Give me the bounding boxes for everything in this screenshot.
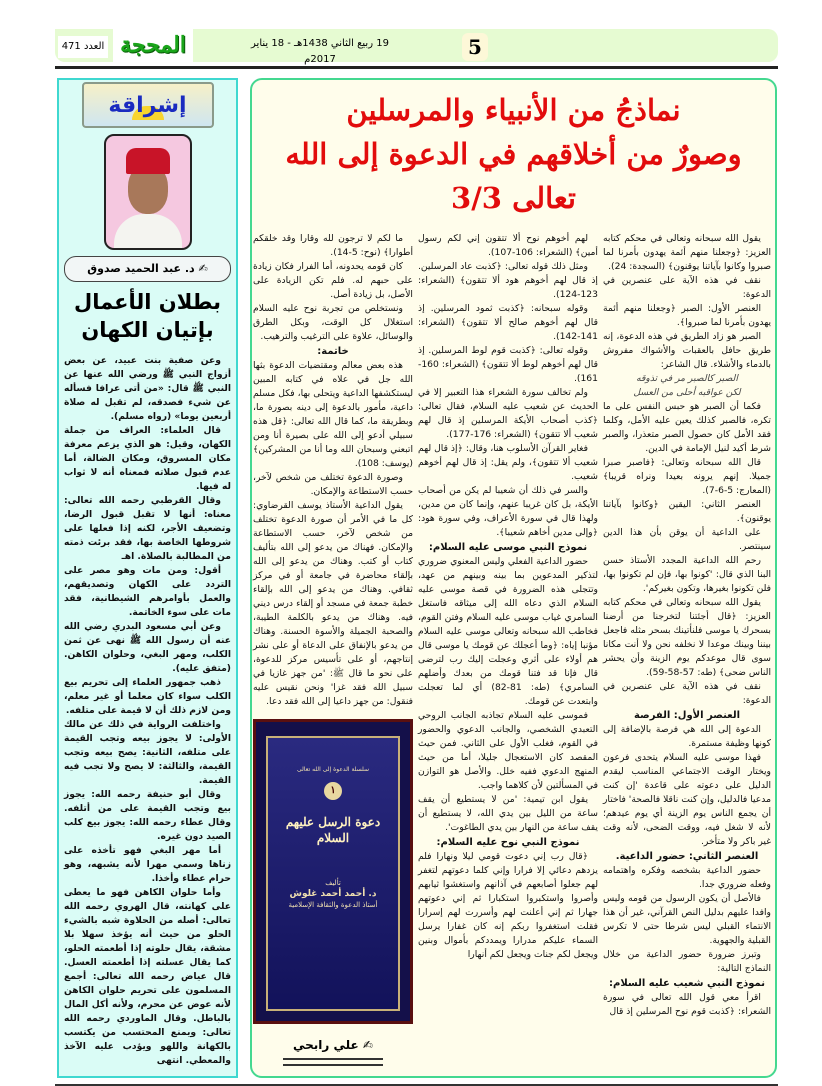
paragraph: قال العلماء: العراف من جملة الكهان، وقيل: هو الذي يزعم معرفة مكان المسروق، ومكان الضالة، أما عدم قبول صلاته فمعناه أنه لا ثواب له فيها. <box>64 425 231 492</box>
article-author <box>253 1036 413 1054</box>
verse-line: لكن عواقبه أحلى من العسل <box>633 387 741 398</box>
photo-fez <box>126 148 170 174</box>
sidebar-text <box>64 354 231 1068</box>
paragraph: اقرأ معي قول الله تعالى في سورة الشعراء: ﴿كذبت قوم نوح المرسلين إذ قال <box>603 992 771 1017</box>
paragraph: ما لكم لا ترجون لله وقارا وقد خلقكم أطوارا﴾ (نوح: 5-14). <box>253 233 413 258</box>
section-logo <box>82 82 214 128</box>
paragraph: ﴿قال رب إني دعوت قومي ليلا ونهارا فلم يزدهم دعائي إلا فرارا وإني كلما دعوتهم لتغفر لهم جعلوا أصابعهم في آذانهم واستغشوا ثيابهم وأصروا واستكبروا استكبارا ثم إني دعوتهم جهارا ثم إني أعلنت لهم وأسررت لهم إسرارا فقلت استغفروا ربكم إنه كان غفارا يرسل السماء عليكم مدرارا ويمددكم بأموال وبنين ويجعل لكم جنات ويجعل لكم أنهارا <box>418 851 598 960</box>
paragraph: قال الله سبحانه وتعالى: ﴿فاصبر صبرا جميلا. إنهم يرونه بعيدا ونراه قريبا﴾ (المعارج: 5-6-7). <box>603 457 771 496</box>
paragraph: وقال القرطبي رحمه الله تعالى: معناه: أنها لا تقبل قبول الرضا، وتضعيف الأجر، لكنه إذا فعلها على شروطها الخاصة بها، فقد برئت ذمته من المطالبة بالصلاة. اهـ <box>64 495 231 562</box>
page-body <box>57 78 777 1086</box>
paragraph: وقال أبو حنيفة رحمه الله: يجوز بيع وتجب القيمة على من أتلفه. وقال عطاء رحمه الله: يجوز بيع كلب الصيد دون غيره. <box>64 789 231 842</box>
paragraph: رحم الله الداعية المجدد الأستاذ حسن البنا الذي قال: 'كونوا بها، فإن لم تكونوا بها، فلن تكونوا بغيرها، وتكون بغيركم'. <box>603 555 771 594</box>
paragraph: واختلفت الرواية في ذلك عن مالك الأولى: لا يجوز بيعه وتجب القيمة على متلفه، الثانية: يصح بيعه وتجب القيمة، والثالثة: لا يصح ولا تجب فيه القيمة. <box>64 719 231 786</box>
pen-icon: ✍ <box>194 262 208 275</box>
paragraph: الصبر هو زاد الطريق في هذه الدعوة، إنه طريق حافل بالعقبات والأشواك مفروش بالدماء والأشلاء. قال الشاعر: <box>603 331 771 370</box>
article-title-line1: نماذجُ من الأنبياء والمرسلين <box>346 93 681 127</box>
paragraph: كان قومه يحدونه، أما الفرار فكان زيادة على حبهم له. فلم تكن الزيادة على الأصل، بل زيادة أصل. <box>253 261 413 300</box>
article-author-name: علي رابحي <box>293 1038 359 1052</box>
paragraph: العنصر الثاني: اليقين ﴿وكانوا بآياتنا يوقنون﴾. <box>603 499 771 524</box>
sidebar-column <box>57 78 238 1078</box>
book-volume: ١ <box>324 782 342 800</box>
paragraph: أقول: ومن مات وهو مصر على التردد على الكهان وتصديقهم، والعمل بأوامرهم الشيطانية، فقد مات على سوء الخاتمة. <box>64 565 231 618</box>
paragraph: حضور الداعية بشخصه وفكره واهتمامه وفعله ضروري جدا. <box>603 865 771 890</box>
paragraph: ونستخلص من تجربة نوح عليه السلام استغلال كل الوقت، وبكل الطرق والوسائل، علاوة على الترغيب والترهيب. <box>253 303 413 342</box>
paragraph: يقول الداعية الأستاذ يوسف القرضاوي: كل ما في الأمر أن صورة الدعوة تختلف من شخص لآخر، حسب الاستطاعة والإمكان. فهناك من يدعو إلى الله بتأليف كتاب أو كتب. وهناك من يدعو إلى الله بإلقاء محاضرة في جامعة أو في مركز ثقافي. وهناك من يدعو إلى الله بإلقاء خطبة جمعة في مسجد أو إلقاء درس ديني فيه. وهناك من يدعو بالكلمة الطيبة، والصحبة الجميلة والأسوة الحسنة. وهناك من يدعو بالإنفاق على الدعاة أو على نشر إنتاجهم، أو على تأسيس مركز للدعوة، على نحو ما قال ﷺ: 'من جهز غازيا في سبيل الله فقد غزا' ونحن نقيس عليه فنقول: من جهز داعيا إلى الله فقد دعا. <box>253 500 413 707</box>
paragraph: نقف في هذه الآية على عنصرين في الدعوة: <box>603 275 771 300</box>
verse-line: الصبر كالصبر مر في تذوقه <box>636 373 738 384</box>
paragraph: فالأصل أن يكون الرسول من قومه وليس وافدا عليهم بدليل النص القرآني، غير أن هذا الانتماء القبلي ليس شرطا حتى لا تكرس القبلية والجهوية. <box>603 893 771 946</box>
article-title <box>256 88 771 220</box>
paragraph: حضور الداعية الفعلي وليس المعنوي ضروري لتذكير المدعوين بما بينه وبينهم من عهد، وتتجلى هذه الضرورة في قصة موسى عليه السلام الذي دعاه الله إلى ميثاقه فاستغل السامري غياب موسى عليه السلام وفتن القوم، فخاطب الله سبحانه وتعالى موسى عليه السلام مؤنبا إياه: ﴿وما أعجلك عن قومك يا موسى قال هم أولاء على أثري وعجلت إليك رب لترضى قال فإنا قد فتنا قومك من بعدك وأضلهم السامري﴾ (طه: 81-82) أي لما تعجلت وابتعدت عن قومك. <box>418 556 599 707</box>
section-logo-text: إشراقة <box>108 93 187 118</box>
section-heading: خاتمة: <box>317 346 349 357</box>
author-photo <box>104 134 192 250</box>
section-heading: نموذج النبي نوح عليه السلام: <box>436 837 580 848</box>
paragraph: لهم أخوهم نوح ألا تتقون إني لكم رسول أمين﴾ (الشعراء: 106-107). <box>418 233 598 258</box>
paragraph: ذهب جمهور العلماء إلى تحريم بيع الكلب سواء كان معلما أو غير معلم، ومن لازم ذلك أن لا قيمة على متلفه. <box>64 677 231 716</box>
pen-icon: ✍ <box>358 1038 373 1052</box>
paragraph: على الداعية أن يوقن بأن هذا الدين سينتصر. <box>603 527 771 552</box>
book-author-block <box>268 878 398 911</box>
article-column-middle <box>418 232 598 1066</box>
paragraph: يقول ابن تيمية: 'من لا يستطيع أن يقف ساعة من الليل بين يدي الله، لا يستطيع أن يقف ساعة من النهار بين يدي الطاغوت'. <box>418 794 598 833</box>
issue-date: 19 ربيع الثاني 1438هـ - 18 يناير 2017م <box>251 38 389 65</box>
paragraph: والسر في ذلك أن شعيبا لم يكن من أصحاب الأيكة، بل كان غريبا عنهم، وإنما كان من مدين، ولهذا قال في سورة الأعراف، وفي سورة هود: ﴿وإلى مدين أخاهم شعيبا﴾. <box>418 485 598 538</box>
paragraph: وأما حلوان الكاهن فهو ما يعطى على كهانته، قال الهروي رحمه الله تعالى: أصله من الحلاوة شبه بالشيء الحلو من حيث أنه يؤخذ سهلا بلا مشقة، يقال حلوته إذا أطعمته الحلو، كما يقال عسلته إذا أطعمته العسل. قال عياض رحمه الله تعالى: أجمع المسلمون على تحريم حلوان الكاهن لأنه عوض عن محرم، ولأنه أكل المال بالباطل. وقال الماوردي رحمه الله تعالى: ويمنع المحتسب من يكتسب بالكهانة واللهو ويؤدب عليه الآخذ والمعطي. انتهى <box>64 887 231 1066</box>
paragraph: يقول الله سبحانه وتعالى في محكم كتابه العزيز: ﴿قال أجئتنا لتخرجنا من أرضنا بسحرك يا موسى فلنأتينك بسحر مثله فاجعل بيننا وبينك موعدا لا نخلفه نحن ولا أنت مكانا سوى قال موعدكم يوم الزينة وأن يحشر الناس ضحى﴾ (طه: 57-58-59). <box>603 597 771 678</box>
article-column-right <box>603 232 771 1066</box>
sidebar-title: بطلان الأعمال بإتيان الكهان <box>73 290 222 342</box>
article-column-left-wrap <box>253 232 413 1066</box>
article-title-line2: وصورٌ من أخلاقهم في الدعوة إلى الله تعالى 3/3 <box>285 137 742 215</box>
article-column-left <box>253 232 413 709</box>
paragraph: يقول الله سبحانه وتعالى في محكم كتابه العزيز: ﴿وجعلنا منهم أئمة يهدون بأمرنا لما صبروا وكانوا بآياتنا يوقنون﴾ (السجدة: 24). <box>603 233 771 272</box>
paragraph: فهذا موسى عليه السلام يتحدى فرعون ويختار الوقت الاجتماعي المناسب ليقدم الدليل على دعوته على قاعدة 'إن كنت مدعيا فالدليل، وإن كنت ناقلا فالصحة' فاختار أن يجمع الناس يوم الزينة أي يوم عيدهم؛ لأنه لا شغل فيه، ووقت الضحى، لأنه وقت غير باكر ولا متأخر. <box>603 752 771 847</box>
book-title: دعوة الرسل عليهم السلام <box>285 815 381 845</box>
section-heading: العنصر الثاني: حضور الداعية. <box>615 851 759 862</box>
paragraph: فغاير القرآن الأسلوب هنا، وقال: ﴿إذ قال لهم شعيب ألا تتقون﴾، ولم يقل: إذ قال لهم أخوهم شعيب. <box>418 443 598 482</box>
paragraph: وتبرز ضرورة حضور الداعية من خلال النماذج التالية: <box>603 949 771 974</box>
photo-shirt <box>114 214 182 250</box>
paragraph: وقوله سبحانه: ﴿كذبت ثمود المرسلين. إذ قال لهم أخوهم صالح ألا تتقون﴾ (الشعراء: 141-142). <box>418 303 598 342</box>
article-columns <box>253 232 771 1066</box>
paragraph: وقوله تعالى: ﴿كذبت قوم لوط المرسلين. إذ قال لهم أخوهم لوط ألا تتقون﴾ (الشعراء: 160-161). <box>418 345 598 384</box>
header-divider <box>55 66 778 69</box>
section-heading: العنصر الأول: الفرصة <box>633 710 741 721</box>
paragraph: فموسى عليه السلام تجاذبه الجانب الروحي التعبدي الشخصي، والجانب الدعوي والحضور في القوم، فغلب الأول على الثاني. فمن حيث المقصد كان الاستعجال جليلا، أما من حيث المنهج الدعوي ففيه خلل. والأصل هو التوازن في المسألتين لأن كلاهما واجب. <box>418 710 598 791</box>
paragraph: وعن صفية بنت عبيد، عن بعض أزواج النبي ﷺ ورضي الله عنها عن النبي ﷺ قال: «من أتى عرافا فسأله عن شيء فصدقه، لم تقبل له صلاة أربعين يوما» (رواه مسلم). <box>64 355 231 422</box>
paragraph: ومثل ذلك قوله تعالى: ﴿كذبت عاد المرسلين. إذ قال لهم أخوهم هود ألا تتقون﴾ (الشعراء: 123-124). <box>418 261 598 300</box>
sidebar-author: د. عبد الحميد صدوق <box>87 262 195 275</box>
book-cover-image <box>253 719 413 1024</box>
section-heading: نموذج النبي موسى عليه السلام: <box>428 542 588 553</box>
page-number: 5 <box>462 33 488 61</box>
paragraph: أما مهر البغي فهو تأخذه على زناها وسمي مهرا لأنه يشبهه، وهو حرام عطاء وأخذا. <box>64 845 231 884</box>
book-series: سلسلة الدعوة إلى الله تعالى <box>296 766 370 773</box>
paragraph: ولم تخالف سورة الشعراء هذا التعبير إلا في الحديث عن شعيب عليه السلام، فقال تعالى: ﴿كذب أصحاب الأيكة المرسلين إذ قال لهم شعيب ألا تتقون﴾ (الشعراء: 176-177). <box>418 387 598 440</box>
section-heading: نموذج النبي شعيب عليه السلام: <box>609 978 765 989</box>
page-columns <box>57 78 777 1078</box>
paragraph: العنصر الأول: الصبر ﴿وجعلنا منهم أئمة يهدون بأمرنا لما صبروا﴾. <box>603 303 771 328</box>
paragraph: هذه بعض معالم ومقتضيات الدعوة بثها الله جل في علاه في كتابه المبين ليستكشفها الداعية ويتحلى بها، فكل مسلم داعية، مأمور بالدعوة إلى دينه بصورة ما، وبطريقة ما، كما قال الله تعالى: ﴿قل هذه سبيلي أدعو إلى الله على بصيرة أنا ومن اتبعني وسبحان الله وما أنا من المشركين﴾ (يوسف: 108). <box>253 360 413 469</box>
newspaper-logo: المحجة <box>113 29 193 62</box>
paragraph: نقف في هذه الآية على عنصرين في الدعوة: <box>603 681 771 706</box>
article-box <box>250 78 777 1078</box>
paragraph: فكما أن الصبر هو حبس النفس على ما تكره، فالصبر كذلك يعين عليه الأمل، وكلما فقد الأمل كان حصول الصبر متعذرا، والصبر شرط أكيد لنيل الإمامة في الدين. <box>603 401 771 454</box>
paragraph: وصورة الدعوة تختلف من شخص لآخر، حسب الاستطاعة والإمكان. <box>253 472 413 497</box>
paragraph: وعن أبي مسعود البدري رضي الله عنه أن رسول الله ﷺ نهى عن ثمن الكلب، ومهر البغي، وحلوان الكاهن. (متفق عليه). <box>64 621 231 674</box>
issue-number: العدد 471 <box>58 36 108 58</box>
book-cover-frame <box>266 736 400 1011</box>
author-underline <box>283 1058 383 1066</box>
book-author: د. أحمد أحمد غلوش <box>289 889 377 899</box>
book-author-role: أستاذ الدعوة والثقافة الإسلامية <box>288 901 378 909</box>
book-author-label: تأليف <box>325 879 341 887</box>
sidebar-byline <box>64 256 231 282</box>
paragraph: الدعوة إلى الله هي فرصة بالإضافة إلى كونها وظيفة مستمرة. <box>603 724 771 749</box>
